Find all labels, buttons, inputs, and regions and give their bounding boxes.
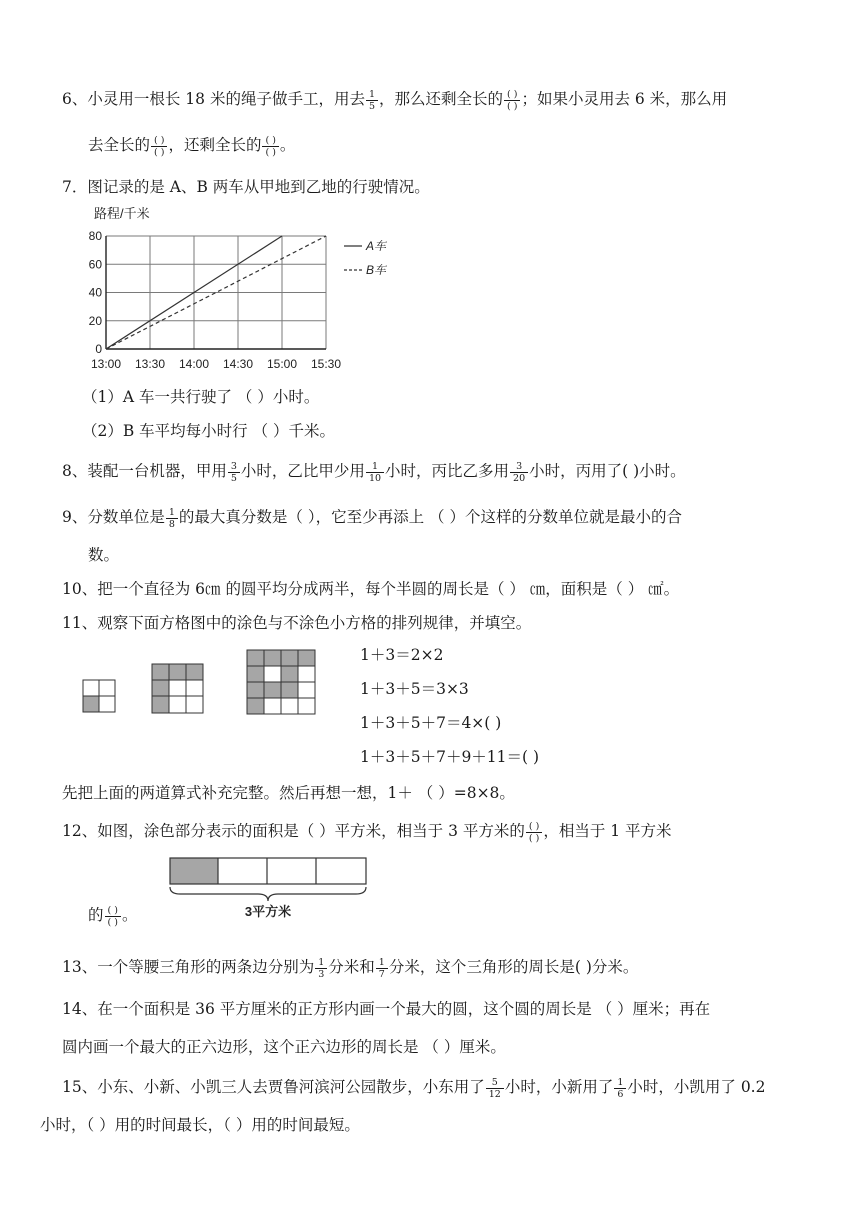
fraction: $\frac{1}{8}$ xyxy=(166,507,178,530)
fraction: $\frac{1}{3}$ xyxy=(315,957,327,980)
fraction: $\frac{3}{20}$ xyxy=(510,461,528,484)
q8-text: 小时，乙比甲少用 xyxy=(240,462,365,480)
q15-text: 小时，小新用了 xyxy=(504,1078,614,1096)
chart-legend xyxy=(344,239,388,277)
q9-line2: 数。 xyxy=(88,546,120,564)
q6-text: 6、小灵用一根长 18 米的绳子做手工，用去 xyxy=(62,90,365,108)
q14-line1: 14、在一个面积是 36 平方厘米的正方形内画一个最大的圆，这个圆的周长是 （ ）厘米；再在 xyxy=(62,1000,711,1018)
fraction-blank[interactable]: $\frac{( )}{( )}$ xyxy=(262,135,278,158)
q6-text: ，那么还剩全长的 xyxy=(379,90,504,108)
q15-text: 15、小东、小新、小凯三人去贾鲁河滨河公园散步，小东用了 xyxy=(62,1078,485,1096)
x-tick-label: 15:30 xyxy=(310,357,342,371)
legend-label: B车 xyxy=(366,263,387,277)
fraction-blank[interactable]: $\frac{( )}{( )}$ xyxy=(526,821,542,844)
q11-tail: 先把上面的两道算式补充完整。然后再想一想，1＋ （ ）=8×8。 xyxy=(62,784,515,802)
q15-line2: 小时，（ ）用的时间最长，（ ）用的时间最短。 xyxy=(40,1116,360,1134)
fraction: $\frac{1}{10}$ xyxy=(366,461,384,484)
q7-sub1: （1）A 车一共行驶了 （ ）小时。 xyxy=(82,388,320,406)
y-axis-label: 路程/千米 xyxy=(94,206,150,221)
q13-text: 分米和 xyxy=(328,958,375,976)
distance-time-chart xyxy=(82,200,422,380)
x-tick-label: 14:00 xyxy=(178,357,210,371)
fraction: $\frac{1}{7}$ xyxy=(376,957,388,980)
q6-line2 xyxy=(88,130,295,160)
q13-text: 13、一个等腰三角形的两条边分别为 xyxy=(62,958,315,976)
fraction-blank[interactable]: $\frac{( )}{( )}$ xyxy=(151,135,167,158)
q8-text: 8、装配一台机器，甲用 xyxy=(62,462,227,480)
fraction-blank[interactable]: $\frac{( )}{( )}$ xyxy=(504,89,520,112)
legend-label: A车 xyxy=(366,239,387,253)
q10-line: 10、把一个直径为 6㎝ 的圆平均分成两半，每个半圆的周长是（ ） ㎝，面积是（ ） ㎠。 xyxy=(62,580,680,598)
q9-text: 的最大真分数是（ ），它至少再添上 （ ）个这样的分数单位就是最小的合 xyxy=(178,508,682,526)
q12-text: ，相当于 1 平方米 xyxy=(543,822,672,840)
q12-text: 12、如图，涂色部分表示的面积是（ ）平方米，相当于 3 平方米的 xyxy=(62,822,525,840)
q9-text: 9、分数单位是 xyxy=(62,508,165,526)
y-tick-label: 20 xyxy=(88,313,102,328)
q6-text: 去全长的 xyxy=(88,136,151,154)
q7-stem: 7．图记录的是 A、B 两车从甲地到乙地的行驶情况。 xyxy=(62,178,430,196)
grid-3x3-figure xyxy=(151,663,205,715)
q8-line xyxy=(62,456,686,486)
q11-eq1: 1＋3＝2×2 xyxy=(360,646,444,664)
q8-text: 小时，丙比乙多用 xyxy=(385,462,510,480)
q11-eq2: 1＋3＋5＝3×3 xyxy=(360,680,469,698)
q6-line1 xyxy=(62,84,727,114)
x-tick-label: 13:30 xyxy=(134,357,166,371)
q6-text: ，还剩全长的 xyxy=(168,136,262,154)
chart-ticks xyxy=(89,229,342,371)
q7-sub2: （2）B 车平均每小时行 （ ）千米。 xyxy=(82,422,336,440)
q15-line1 xyxy=(62,1072,765,1102)
q15-text: 小时，小凯用了 0.2 xyxy=(627,1078,766,1096)
area-strip-figure xyxy=(166,856,376,922)
q12-line2 xyxy=(88,900,137,930)
fraction: $\frac{1}{6}$ xyxy=(614,1077,626,1100)
fraction: $\frac{3}{5}$ xyxy=(228,461,240,484)
fraction-blank[interactable]: $\frac{( )}{( )}$ xyxy=(105,905,121,928)
q11-eq3: 1＋3＋5＋7＝4×( ) xyxy=(360,714,502,732)
y-tick-label: 80 xyxy=(88,229,102,243)
brace-label: 3平方米 xyxy=(244,904,292,919)
q11-eq4: 1＋3＋5＋7＋9＋11＝( ) xyxy=(360,748,540,766)
q12-line1 xyxy=(62,816,672,846)
q12-text: 。 xyxy=(121,906,138,924)
q6-text: ；如果小灵用去 6 米，那么用 xyxy=(521,90,728,108)
x-tick-label: 13:00 xyxy=(90,357,122,371)
q14-line2: 圆内画一个最大的正六边形，这个正六边形的周长是 （ ）厘米。 xyxy=(62,1038,506,1056)
y-tick-label: 0 xyxy=(95,342,102,356)
y-tick-label: 60 xyxy=(88,257,102,272)
x-tick-label: 14:30 xyxy=(222,357,254,371)
fraction: $\frac{1}{5}$ xyxy=(366,89,378,112)
q11-stem: 11、观察下面方格图中的涂色与不涂色小方格的排列规律，并填空。 xyxy=(62,614,532,632)
q12-text: 的 xyxy=(88,906,104,924)
q13-line xyxy=(62,952,638,982)
y-tick-label: 40 xyxy=(88,285,102,300)
q6-text: 。 xyxy=(279,136,296,154)
fraction: $\frac{5}{12}$ xyxy=(486,1077,504,1100)
grid-4x4-figure xyxy=(246,649,316,715)
q13-text: 分米，这个三角形的周长是( )分米。 xyxy=(388,958,639,976)
x-tick-label: 15:00 xyxy=(266,357,298,371)
q9-line1 xyxy=(62,502,682,532)
q8-text: 小时，丙用了( )小时。 xyxy=(529,462,686,480)
grid-2x2-figure xyxy=(82,679,118,715)
